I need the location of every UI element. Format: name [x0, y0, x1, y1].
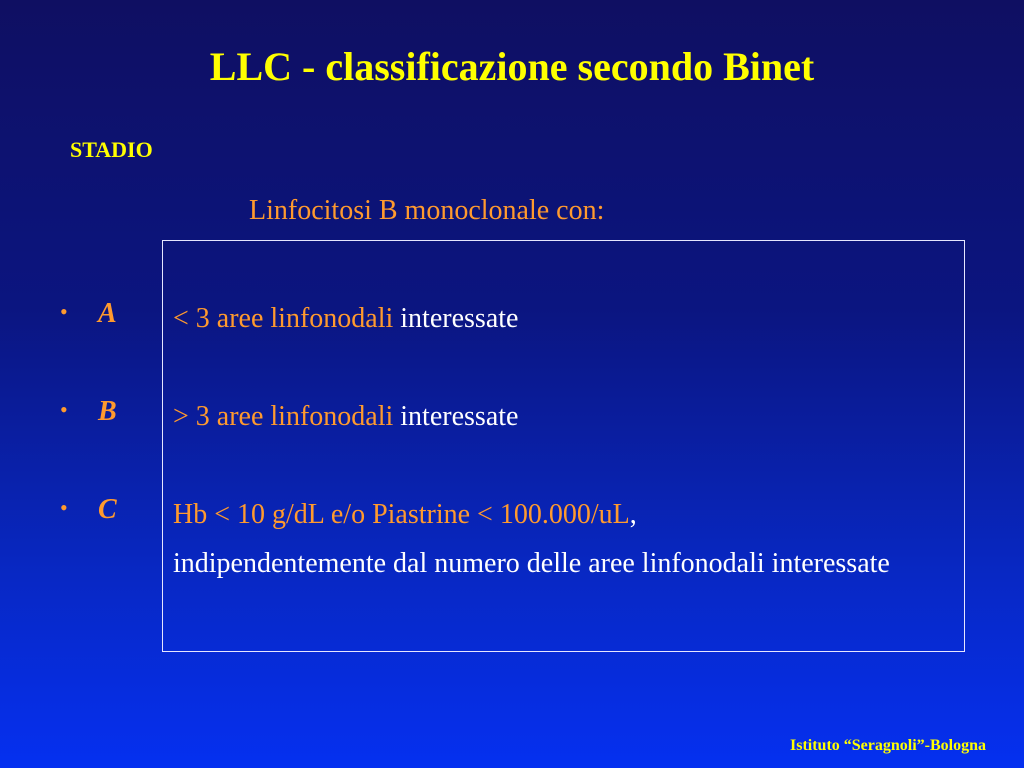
criteria-a-suffix: interessate [393, 303, 519, 334]
stage-b-bullet [60, 393, 117, 429]
stage-c-bullet [60, 491, 117, 527]
bullet-dot-icon: • [60, 299, 68, 324]
bullet-dot-icon: • [60, 397, 68, 422]
stage-c-letter: C [98, 494, 117, 525]
stage-a-bullet [60, 295, 117, 331]
criteria-box [162, 240, 965, 652]
criteria-b [173, 400, 518, 434]
stage-b-letter: B [98, 396, 117, 427]
criteria-c-condition: Hb < 10 g/dL e/o Piastrine < 100.000/uL [173, 499, 630, 530]
criteria-b-condition: > 3 aree linfonodali [173, 401, 394, 432]
subtitle: Linfocitosi B monoclonale con: [249, 195, 605, 226]
criteria-a [173, 302, 518, 336]
stage-a-letter: A [98, 298, 117, 329]
criteria-a-condition: < 3 aree linfonodali [173, 303, 394, 334]
criteria-b-suffix: interessate [393, 401, 519, 432]
criteria-c-suffix: , [629, 499, 637, 530]
criteria-c-line1 [173, 498, 637, 532]
stadio-label: STADIO [70, 137, 153, 162]
institution-footer: Istituto “Seragnoli”-Bologna [789, 737, 986, 754]
bullet-dot-icon: • [60, 495, 68, 520]
criteria-c-line2: indipendentemente dal numero delle aree linfonodali interessate [173, 548, 890, 579]
slide-title: LLC - classificazione secondo Binet [209, 44, 815, 89]
